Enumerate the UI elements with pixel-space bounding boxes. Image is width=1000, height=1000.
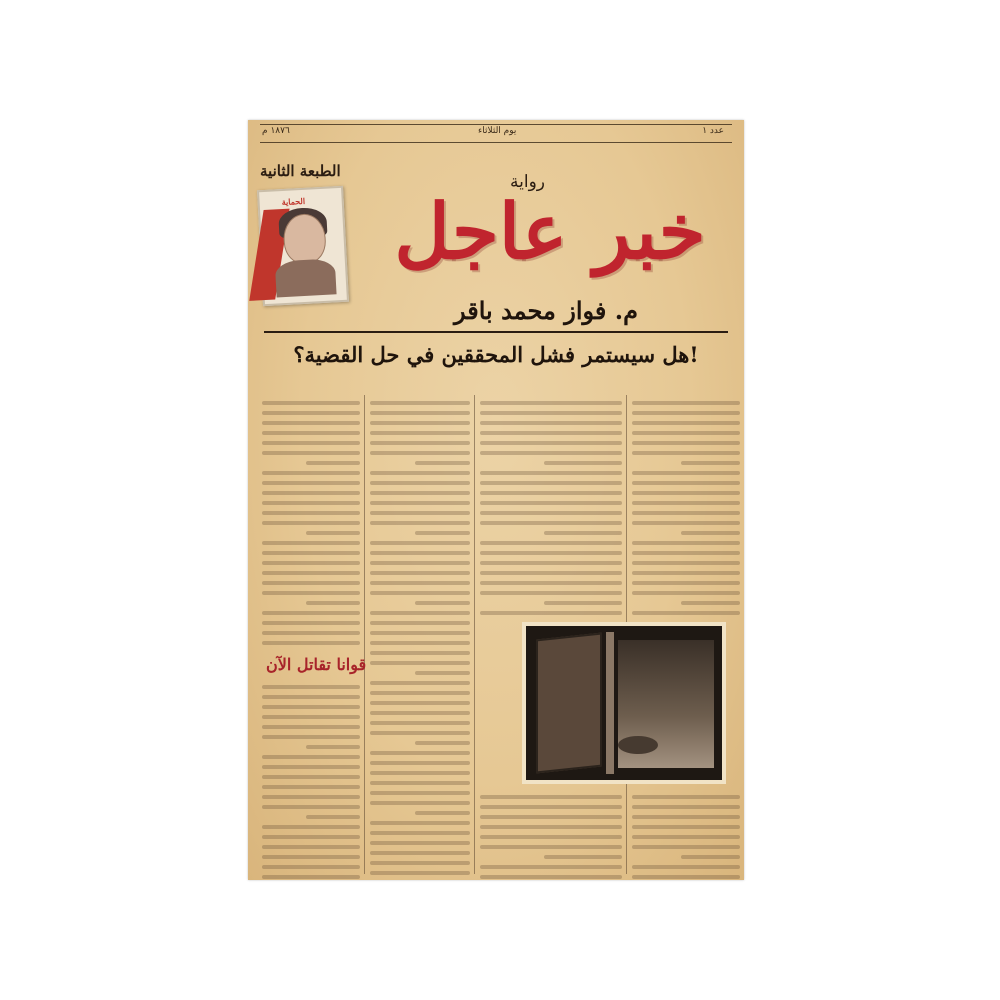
text-line <box>415 741 470 745</box>
text-line <box>681 461 740 465</box>
text-line <box>262 611 360 615</box>
author-name: م. فواز محمد باقر <box>454 296 638 325</box>
text-line <box>415 671 470 675</box>
headline-rule <box>264 331 728 333</box>
text-line <box>632 795 740 799</box>
text-line <box>262 865 360 869</box>
text-line <box>262 755 360 759</box>
masthead-day: يوم الثلاثاء <box>478 126 517 136</box>
text-line <box>370 401 470 405</box>
text-line <box>370 441 470 445</box>
text-line <box>480 875 622 879</box>
text-line <box>370 871 470 875</box>
text-line <box>632 825 740 829</box>
text-line <box>262 641 360 645</box>
text-line <box>632 591 740 595</box>
column-divider <box>364 395 365 874</box>
text-line <box>480 431 622 435</box>
text-line <box>262 581 360 585</box>
text-line <box>370 411 470 415</box>
text-line <box>370 771 470 775</box>
text-line <box>632 865 740 869</box>
text-line <box>370 661 470 665</box>
text-line <box>480 471 622 475</box>
text-line <box>370 701 470 705</box>
text-line <box>480 835 622 839</box>
stamp-label: الحماية <box>281 195 306 208</box>
text-line <box>306 601 360 605</box>
text-line <box>480 501 622 505</box>
text-line <box>632 431 740 435</box>
genre-label: رواية <box>510 172 545 192</box>
text-line <box>370 841 470 845</box>
text-line <box>632 815 740 819</box>
photo-figure <box>618 736 658 754</box>
text-line <box>262 401 360 405</box>
text-line <box>262 775 360 779</box>
text-line <box>262 715 360 719</box>
text-line <box>480 825 622 829</box>
text-line <box>480 805 622 809</box>
text-line <box>370 621 470 625</box>
text-line <box>370 731 470 735</box>
text-line <box>370 491 470 495</box>
text-line <box>480 551 622 555</box>
text-line <box>262 725 360 729</box>
text-line <box>632 471 740 475</box>
text-line <box>632 401 740 405</box>
text-line <box>306 531 360 535</box>
text-line <box>262 825 360 829</box>
text-line <box>262 561 360 565</box>
text-line <box>262 795 360 799</box>
text-line <box>262 855 360 859</box>
text-line <box>370 581 470 585</box>
masthead-top-rule <box>260 124 732 125</box>
text-line <box>306 745 360 749</box>
text-line <box>262 451 360 455</box>
text-line <box>370 761 470 765</box>
text-line <box>306 461 360 465</box>
text-line <box>262 431 360 435</box>
text-line <box>480 865 622 869</box>
text-line <box>544 461 622 465</box>
text-line <box>480 511 622 515</box>
text-line <box>632 411 740 415</box>
text-line <box>370 641 470 645</box>
text-line <box>370 431 470 435</box>
text-line <box>262 541 360 545</box>
text-line <box>632 541 740 545</box>
text-line <box>632 441 740 445</box>
text-line <box>370 651 470 655</box>
text-line <box>370 781 470 785</box>
text-line <box>262 621 360 625</box>
sub-heading: قوانا تقاتل الآن <box>266 655 367 674</box>
text-line <box>262 521 360 525</box>
book-title: خبر عاجل <box>394 187 706 276</box>
text-line <box>262 685 360 689</box>
text-line <box>415 531 470 535</box>
text-line <box>544 531 622 535</box>
text-line <box>262 875 360 879</box>
text-line <box>306 815 360 819</box>
text-line <box>632 551 740 555</box>
edition-label: الطبعة الثانية <box>260 162 341 180</box>
text-line <box>262 705 360 709</box>
masthead-issue: عدد ١ <box>702 126 724 136</box>
text-line <box>262 551 360 555</box>
text-line <box>370 851 470 855</box>
text-line <box>370 631 470 635</box>
masthead-date: ١٨٧٦ م <box>262 126 290 136</box>
text-line <box>262 481 360 485</box>
text-line <box>681 601 740 605</box>
text-line <box>262 571 360 575</box>
text-line <box>415 811 470 815</box>
photo-door <box>536 633 602 774</box>
text-line <box>370 561 470 565</box>
text-line <box>480 451 622 455</box>
text-line <box>370 681 470 685</box>
text-line <box>632 521 740 525</box>
text-line <box>632 581 740 585</box>
text-line <box>370 471 470 475</box>
text-line <box>480 611 622 615</box>
text-line <box>370 541 470 545</box>
text-line <box>632 561 740 565</box>
text-line <box>262 835 360 839</box>
text-line <box>480 481 622 485</box>
text-line <box>370 551 470 555</box>
photo-door-frame <box>606 632 614 774</box>
text-line <box>415 601 470 605</box>
text-line <box>370 611 470 615</box>
text-line <box>262 421 360 425</box>
text-line <box>480 401 622 405</box>
text-line <box>370 521 470 525</box>
text-line <box>632 571 740 575</box>
text-line <box>370 821 470 825</box>
text-line <box>544 601 622 605</box>
text-line <box>480 561 622 565</box>
photo-corridor <box>526 626 722 780</box>
text-line <box>370 591 470 595</box>
text-line <box>632 805 740 809</box>
text-line <box>370 721 470 725</box>
text-line <box>632 481 740 485</box>
text-line <box>480 521 622 525</box>
text-line <box>262 845 360 849</box>
text-line <box>262 471 360 475</box>
text-line <box>415 461 470 465</box>
text-line <box>370 711 470 715</box>
text-line <box>632 421 740 425</box>
text-line <box>632 875 740 879</box>
text-line <box>480 421 622 425</box>
text-line <box>262 805 360 809</box>
text-line <box>632 451 740 455</box>
text-line <box>262 631 360 635</box>
text-line <box>632 491 740 495</box>
text-line <box>632 501 740 505</box>
text-line <box>480 795 622 799</box>
text-line <box>262 785 360 789</box>
text-line <box>262 511 360 515</box>
text-line <box>480 491 622 495</box>
book-cover <box>248 120 744 880</box>
text-line <box>370 451 470 455</box>
text-line <box>480 411 622 415</box>
text-line <box>681 531 740 535</box>
text-line <box>262 695 360 699</box>
text-line <box>480 815 622 819</box>
text-line <box>370 571 470 575</box>
text-line <box>262 441 360 445</box>
text-line <box>370 791 470 795</box>
text-line <box>262 411 360 415</box>
text-line <box>370 511 470 515</box>
text-line <box>544 855 622 859</box>
column-divider <box>474 395 475 874</box>
masthead-bottom-rule <box>260 142 732 143</box>
text-line <box>370 481 470 485</box>
text-line <box>681 855 740 859</box>
text-line <box>632 835 740 839</box>
text-line <box>262 501 360 505</box>
text-line <box>370 501 470 505</box>
text-line <box>480 591 622 595</box>
text-line <box>480 581 622 585</box>
text-line <box>632 845 740 849</box>
text-line <box>262 591 360 595</box>
headline: هل سيستمر فشل المحققين في حل القضية؟! <box>293 342 699 367</box>
portrait-stamp <box>257 186 349 306</box>
text-line <box>480 845 622 849</box>
text-line <box>262 765 360 769</box>
text-line <box>480 541 622 545</box>
text-line <box>632 511 740 515</box>
text-line <box>370 751 470 755</box>
text-line <box>370 421 470 425</box>
text-line <box>370 691 470 695</box>
text-line <box>480 441 622 445</box>
text-line <box>370 831 470 835</box>
portrait-shoulders <box>275 258 337 297</box>
text-line <box>262 491 360 495</box>
text-line <box>480 571 622 575</box>
text-line <box>370 801 470 805</box>
text-line <box>370 861 470 865</box>
text-line <box>632 611 740 615</box>
text-line <box>262 735 360 739</box>
